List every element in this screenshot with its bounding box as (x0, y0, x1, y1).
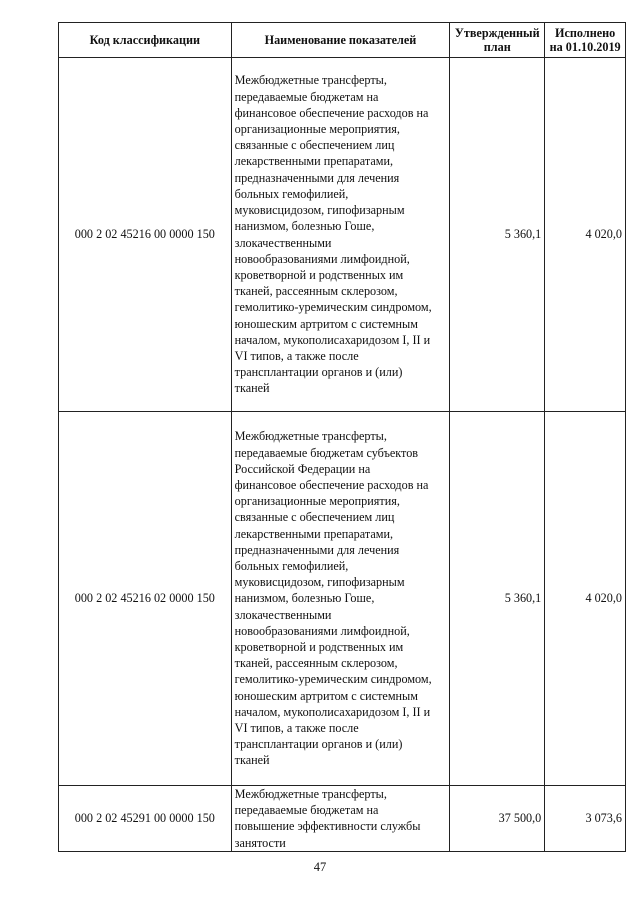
header-plan-line1: Утвержденный (454, 26, 540, 40)
name-line: началом, мукополисахаридозом I, II и (234, 704, 431, 719)
cell-plan: 5 360,1 (450, 412, 545, 786)
name-line: передаваемые бюджетам субъектов (234, 445, 419, 460)
name-line: Российской Федерации на (234, 461, 371, 476)
name-line: предназначенными для лечения (234, 542, 400, 557)
name-line: тканей, рассеянным склерозом, (234, 284, 398, 299)
name-line: злокачественными (234, 235, 332, 250)
name-line: тканей, рассеянным склерозом, (234, 656, 398, 671)
header-name: Наименование показателей (231, 23, 450, 58)
name-line: новообразованиями лимфоидной, (234, 623, 410, 638)
name-line: нанизмом, болезнью Гоше, (234, 591, 375, 606)
name-line: финансовое обеспечение расходов на (234, 105, 429, 120)
name-line: началом, мукополисахаридозом I, II и (234, 332, 431, 347)
cell-name (231, 58, 450, 412)
name-line: связанные с обеспечением лиц (234, 138, 395, 153)
header-plan (450, 23, 545, 58)
name-line: кроветворной и родственных им (234, 267, 404, 282)
name-line: юношеским артритом с системным (234, 688, 418, 703)
name-line: организационные мероприятия, (234, 122, 400, 137)
name-line: больных гемофилией, (234, 558, 349, 573)
name-line: тканей (234, 753, 270, 768)
table-header-row (59, 23, 626, 58)
name-line: трансплантации органов и (или) (234, 365, 403, 380)
cell-plan: 37 500,0 (450, 786, 545, 852)
name-line: Межбюджетные трансферты, (234, 429, 387, 444)
name-line: больных гемофилией, (234, 186, 349, 201)
header-done-line1: Исполнено (555, 26, 616, 40)
name-line: трансплантации органов и (или) (234, 737, 403, 752)
name-line: предназначенными для лечения (234, 170, 400, 185)
name-line: Межбюджетные трансферты, (234, 73, 387, 88)
name-line: VI типов, а также после (234, 348, 359, 363)
name-line: VI типов, а также после (234, 721, 359, 736)
header-code: Код классификации (59, 23, 232, 58)
cell-name (231, 786, 450, 852)
name-line: муковисцидозом, гипофизарным (234, 203, 405, 218)
name-line: нанизмом, болезнью Гоше, (234, 219, 375, 234)
name-line: занятости (234, 835, 286, 850)
name-line: организационные мероприятия, (234, 494, 400, 509)
name-line: кроветворной и родственных им (234, 640, 404, 654)
cell-done: 3 073,6 (545, 786, 626, 852)
table-row (59, 412, 626, 786)
cell-code: 000 2 02 45216 00 0000 150 (59, 58, 232, 412)
name-line: злокачественными (234, 607, 332, 622)
name-line: гемолитико-уремическим синдромом, (234, 672, 432, 687)
cell-done: 4 020,0 (545, 412, 626, 786)
cell-plan: 5 360,1 (450, 58, 545, 412)
page-number: 47 (313, 860, 327, 874)
name-line: тканей (234, 381, 270, 396)
name-line: связанные с обеспечением лиц (234, 510, 395, 525)
name-line: гемолитико-уремическим синдромом, (234, 300, 432, 315)
table-row (59, 786, 626, 852)
name-line: муковисцидозом, гипофизарным (234, 575, 405, 590)
name-line: передаваемые бюджетам на (234, 803, 379, 818)
header-done-line2: на 01.10.2019 (549, 40, 621, 54)
name-line: новообразованиями лимфоидной, (234, 251, 410, 266)
name-line: Межбюджетные трансферты, (234, 787, 387, 801)
cell-done: 4 020,0 (545, 58, 626, 412)
name-line: передаваемые бюджетам на (234, 89, 379, 104)
name-line: финансовое обеспечение расходов на (234, 477, 429, 492)
header-done (545, 23, 626, 58)
budget-table (58, 22, 626, 852)
cell-code: 000 2 02 45291 00 0000 150 (59, 786, 232, 852)
name-line: лекарственными препаратами, (234, 526, 394, 541)
header-plan-line2: план (483, 40, 511, 54)
name-line: юношеским артритом с системным (234, 316, 418, 331)
name-line: лекарственными препаратами, (234, 154, 394, 169)
table-row (59, 58, 626, 412)
cell-code: 000 2 02 45216 02 0000 150 (59, 412, 232, 786)
cell-name (231, 412, 450, 786)
name-line: повышение эффективности службы (234, 819, 421, 834)
